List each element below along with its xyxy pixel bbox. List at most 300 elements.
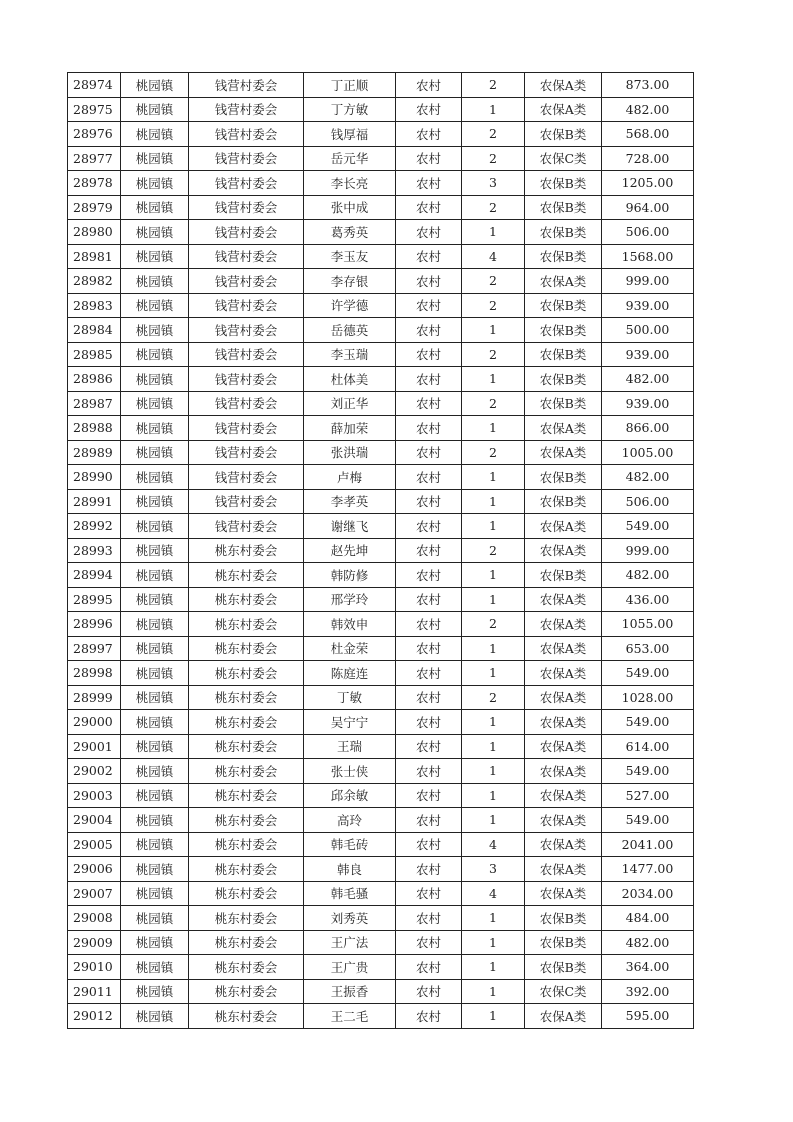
- amount-cell: 2041.00: [602, 832, 694, 857]
- household-type-cell: 农村: [396, 636, 462, 661]
- family-size-cell: 1: [462, 587, 525, 612]
- record-id-cell: 29005: [68, 832, 121, 857]
- table-body: [68, 73, 694, 1029]
- household-type-cell: 农村: [396, 538, 462, 563]
- household-type-cell: 农村: [396, 759, 462, 784]
- insurance-class-cell: 农保A类: [525, 832, 602, 857]
- insurance-class-cell: 农保A类: [525, 612, 602, 637]
- town-cell: 桃园镇: [121, 612, 189, 637]
- insurance-class-cell: 农保B类: [525, 367, 602, 392]
- household-type-cell: 农村: [396, 342, 462, 367]
- table-row: [68, 563, 694, 588]
- household-type-cell: 农村: [396, 783, 462, 808]
- amount-cell: 436.00: [602, 587, 694, 612]
- amount-cell: 964.00: [602, 195, 694, 220]
- household-type-cell: 农村: [396, 685, 462, 710]
- name-cell: 岳元华: [304, 146, 396, 171]
- town-cell: 桃园镇: [121, 220, 189, 245]
- record-id-cell: 29002: [68, 759, 121, 784]
- household-type-cell: 农村: [396, 857, 462, 882]
- family-size-cell: 1: [462, 563, 525, 588]
- insurance-class-cell: 农保A类: [525, 636, 602, 661]
- name-cell: 张洪瑞: [304, 440, 396, 465]
- table-row: [68, 171, 694, 196]
- town-cell: 桃园镇: [121, 97, 189, 122]
- record-id-cell: 29010: [68, 955, 121, 980]
- town-cell: 桃园镇: [121, 636, 189, 661]
- town-cell: 桃园镇: [121, 808, 189, 833]
- town-cell: 桃园镇: [121, 881, 189, 906]
- record-id-cell: 28997: [68, 636, 121, 661]
- village-committee-cell: 钱营村委会: [189, 220, 304, 245]
- village-committee-cell: 桃东村委会: [189, 955, 304, 980]
- amount-cell: 568.00: [602, 122, 694, 147]
- record-id-cell: 28993: [68, 538, 121, 563]
- family-size-cell: 1: [462, 955, 525, 980]
- town-cell: 桃园镇: [121, 440, 189, 465]
- name-cell: 韩毛骚: [304, 881, 396, 906]
- family-size-cell: 1: [462, 808, 525, 833]
- record-id-cell: 29003: [68, 783, 121, 808]
- insurance-class-cell: 农保B类: [525, 955, 602, 980]
- town-cell: 桃园镇: [121, 244, 189, 269]
- table-row: [68, 220, 694, 245]
- town-cell: 桃园镇: [121, 171, 189, 196]
- village-committee-cell: 桃东村委会: [189, 783, 304, 808]
- record-id-cell: 29001: [68, 734, 121, 759]
- village-committee-cell: 桃东村委会: [189, 661, 304, 686]
- town-cell: 桃园镇: [121, 367, 189, 392]
- record-id-cell: 29000: [68, 710, 121, 735]
- family-size-cell: 1: [462, 710, 525, 735]
- name-cell: 杜体美: [304, 367, 396, 392]
- village-committee-cell: 钱营村委会: [189, 244, 304, 269]
- insurance-class-cell: 农保B类: [525, 906, 602, 931]
- town-cell: 桃园镇: [121, 293, 189, 318]
- name-cell: 张士侠: [304, 759, 396, 784]
- household-type-cell: 农村: [396, 906, 462, 931]
- table-row: [68, 465, 694, 490]
- table-row: [68, 685, 694, 710]
- town-cell: 桃园镇: [121, 465, 189, 490]
- town-cell: 桃园镇: [121, 783, 189, 808]
- insurance-class-cell: 农保C类: [525, 146, 602, 171]
- amount-cell: 653.00: [602, 636, 694, 661]
- amount-cell: 392.00: [602, 979, 694, 1004]
- village-committee-cell: 桃东村委会: [189, 930, 304, 955]
- name-cell: 吴宁宁: [304, 710, 396, 735]
- amount-cell: 873.00: [602, 73, 694, 98]
- table-row: [68, 906, 694, 931]
- household-type-cell: 农村: [396, 612, 462, 637]
- table-row: [68, 416, 694, 441]
- name-cell: 杜金荣: [304, 636, 396, 661]
- insurance-class-cell: 农保A类: [525, 808, 602, 833]
- town-cell: 桃园镇: [121, 955, 189, 980]
- town-cell: 桃园镇: [121, 1004, 189, 1029]
- household-type-cell: 农村: [396, 930, 462, 955]
- name-cell: 李玉瑞: [304, 342, 396, 367]
- name-cell: 刘秀英: [304, 906, 396, 931]
- amount-cell: 549.00: [602, 661, 694, 686]
- household-type-cell: 农村: [396, 97, 462, 122]
- village-committee-cell: 桃东村委会: [189, 587, 304, 612]
- village-committee-cell: 钱营村委会: [189, 97, 304, 122]
- record-id-cell: 29007: [68, 881, 121, 906]
- name-cell: 韩防修: [304, 563, 396, 588]
- record-id-cell: 28999: [68, 685, 121, 710]
- household-type-cell: 农村: [396, 269, 462, 294]
- insurance-class-cell: 农保A类: [525, 881, 602, 906]
- record-id-cell: 28991: [68, 489, 121, 514]
- family-size-cell: 2: [462, 122, 525, 147]
- town-cell: 桃园镇: [121, 906, 189, 931]
- household-type-cell: 农村: [396, 195, 462, 220]
- amount-cell: 500.00: [602, 318, 694, 343]
- family-size-cell: 2: [462, 440, 525, 465]
- insurance-class-cell: 农保A类: [525, 759, 602, 784]
- table-row: [68, 881, 694, 906]
- name-cell: 张中成: [304, 195, 396, 220]
- town-cell: 桃园镇: [121, 195, 189, 220]
- table-row: [68, 734, 694, 759]
- record-id-cell: 28992: [68, 514, 121, 539]
- town-cell: 桃园镇: [121, 342, 189, 367]
- record-id-cell: 28974: [68, 73, 121, 98]
- town-cell: 桃园镇: [121, 563, 189, 588]
- household-type-cell: 农村: [396, 146, 462, 171]
- village-committee-cell: 钱营村委会: [189, 440, 304, 465]
- amount-cell: 482.00: [602, 97, 694, 122]
- family-size-cell: 1: [462, 465, 525, 490]
- name-cell: 韩毛砖: [304, 832, 396, 857]
- name-cell: 薛加荣: [304, 416, 396, 441]
- table-row: [68, 538, 694, 563]
- record-id-cell: 29009: [68, 930, 121, 955]
- village-committee-cell: 桃东村委会: [189, 636, 304, 661]
- amount-cell: 999.00: [602, 269, 694, 294]
- insurance-class-cell: 农保A类: [525, 734, 602, 759]
- table-row: [68, 73, 694, 98]
- village-committee-cell: 钱营村委会: [189, 73, 304, 98]
- town-cell: 桃园镇: [121, 759, 189, 784]
- family-size-cell: 1: [462, 979, 525, 1004]
- record-id-cell: 28996: [68, 612, 121, 637]
- town-cell: 桃园镇: [121, 930, 189, 955]
- household-type-cell: 农村: [396, 587, 462, 612]
- household-type-cell: 农村: [396, 955, 462, 980]
- village-committee-cell: 钱营村委会: [189, 514, 304, 539]
- record-id-cell: 28994: [68, 563, 121, 588]
- village-committee-cell: 桃东村委会: [189, 710, 304, 735]
- record-id-cell: 28990: [68, 465, 121, 490]
- insurance-class-cell: 农保B类: [525, 318, 602, 343]
- table-row: [68, 122, 694, 147]
- amount-cell: 549.00: [602, 759, 694, 784]
- insurance-class-cell: 农保B类: [525, 122, 602, 147]
- household-type-cell: 农村: [396, 1004, 462, 1029]
- town-cell: 桃园镇: [121, 146, 189, 171]
- village-committee-cell: 桃东村委会: [189, 808, 304, 833]
- name-cell: 李玉友: [304, 244, 396, 269]
- amount-cell: 1028.00: [602, 685, 694, 710]
- town-cell: 桃园镇: [121, 489, 189, 514]
- village-committee-cell: 钱营村委会: [189, 146, 304, 171]
- record-id-cell: 28976: [68, 122, 121, 147]
- table-row: [68, 269, 694, 294]
- table-row: [68, 710, 694, 735]
- record-id-cell: 28975: [68, 97, 121, 122]
- name-cell: 岳德英: [304, 318, 396, 343]
- family-size-cell: 4: [462, 832, 525, 857]
- record-id-cell: 28981: [68, 244, 121, 269]
- town-cell: 桃园镇: [121, 73, 189, 98]
- table-row: [68, 367, 694, 392]
- household-type-cell: 农村: [396, 440, 462, 465]
- insurance-class-cell: 农保A类: [525, 587, 602, 612]
- table-row: [68, 979, 694, 1004]
- amount-cell: 2034.00: [602, 881, 694, 906]
- insurance-class-cell: 农保B类: [525, 244, 602, 269]
- town-cell: 桃园镇: [121, 122, 189, 147]
- family-size-cell: 3: [462, 857, 525, 882]
- town-cell: 桃园镇: [121, 514, 189, 539]
- name-cell: 丁敏: [304, 685, 396, 710]
- table-row: [68, 1004, 694, 1029]
- table-row: [68, 293, 694, 318]
- amount-cell: 482.00: [602, 465, 694, 490]
- town-cell: 桃园镇: [121, 979, 189, 1004]
- name-cell: 丁方敏: [304, 97, 396, 122]
- household-type-cell: 农村: [396, 391, 462, 416]
- family-size-cell: 1: [462, 661, 525, 686]
- town-cell: 桃园镇: [121, 391, 189, 416]
- village-committee-cell: 桃东村委会: [189, 563, 304, 588]
- amount-cell: 549.00: [602, 514, 694, 539]
- record-id-cell: 28978: [68, 171, 121, 196]
- town-cell: 桃园镇: [121, 269, 189, 294]
- family-size-cell: 2: [462, 538, 525, 563]
- village-committee-cell: 钱营村委会: [189, 416, 304, 441]
- family-size-cell: 1: [462, 759, 525, 784]
- household-type-cell: 农村: [396, 832, 462, 857]
- amount-cell: 999.00: [602, 538, 694, 563]
- household-type-cell: 农村: [396, 293, 462, 318]
- insurance-class-cell: 农保B类: [525, 563, 602, 588]
- family-size-cell: 1: [462, 367, 525, 392]
- record-id-cell: 28984: [68, 318, 121, 343]
- town-cell: 桃园镇: [121, 661, 189, 686]
- insurance-class-cell: 农保A类: [525, 514, 602, 539]
- amount-cell: 866.00: [602, 416, 694, 441]
- insurance-class-cell: 农保C类: [525, 979, 602, 1004]
- village-committee-cell: 桃东村委会: [189, 1004, 304, 1029]
- family-size-cell: 1: [462, 783, 525, 808]
- amount-cell: 506.00: [602, 220, 694, 245]
- village-committee-cell: 钱营村委会: [189, 171, 304, 196]
- name-cell: 许学德: [304, 293, 396, 318]
- name-cell: 王广法: [304, 930, 396, 955]
- village-committee-cell: 钱营村委会: [189, 293, 304, 318]
- record-id-cell: 29011: [68, 979, 121, 1004]
- household-type-cell: 农村: [396, 661, 462, 686]
- amount-cell: 364.00: [602, 955, 694, 980]
- table-row: [68, 489, 694, 514]
- village-committee-cell: 钱营村委会: [189, 269, 304, 294]
- insurance-class-cell: 农保A类: [525, 783, 602, 808]
- insurance-class-cell: 农保B类: [525, 930, 602, 955]
- household-type-cell: 农村: [396, 73, 462, 98]
- name-cell: 谢继飞: [304, 514, 396, 539]
- amount-cell: 939.00: [602, 391, 694, 416]
- town-cell: 桃园镇: [121, 416, 189, 441]
- record-id-cell: 28998: [68, 661, 121, 686]
- family-size-cell: 2: [462, 685, 525, 710]
- record-id-cell: 28980: [68, 220, 121, 245]
- amount-cell: 549.00: [602, 710, 694, 735]
- household-type-cell: 农村: [396, 220, 462, 245]
- family-size-cell: 2: [462, 195, 525, 220]
- amount-cell: 506.00: [602, 489, 694, 514]
- record-id-cell: 29004: [68, 808, 121, 833]
- table-row: [68, 612, 694, 637]
- insurance-class-cell: 农保A类: [525, 538, 602, 563]
- amount-cell: 549.00: [602, 808, 694, 833]
- table-row: [68, 391, 694, 416]
- family-size-cell: 4: [462, 244, 525, 269]
- amount-cell: 614.00: [602, 734, 694, 759]
- table-row: [68, 808, 694, 833]
- name-cell: 王广贵: [304, 955, 396, 980]
- village-committee-cell: 钱营村委会: [189, 391, 304, 416]
- household-type-cell: 农村: [396, 171, 462, 196]
- family-size-cell: 1: [462, 734, 525, 759]
- household-type-cell: 农村: [396, 710, 462, 735]
- insurance-class-cell: 农保A类: [525, 440, 602, 465]
- record-id-cell: 28979: [68, 195, 121, 220]
- insurance-class-cell: 农保B类: [525, 489, 602, 514]
- table-row: [68, 587, 694, 612]
- table-row: [68, 97, 694, 122]
- name-cell: 王二毛: [304, 1004, 396, 1029]
- insurance-class-cell: 农保A类: [525, 416, 602, 441]
- record-id-cell: 28983: [68, 293, 121, 318]
- table-row: [68, 636, 694, 661]
- amount-cell: 595.00: [602, 1004, 694, 1029]
- insurance-class-cell: 农保A类: [525, 661, 602, 686]
- record-id-cell: 28982: [68, 269, 121, 294]
- amount-cell: 1568.00: [602, 244, 694, 269]
- amount-cell: 484.00: [602, 906, 694, 931]
- family-size-cell: 2: [462, 269, 525, 294]
- family-size-cell: 1: [462, 489, 525, 514]
- name-cell: 钱厚福: [304, 122, 396, 147]
- household-type-cell: 农村: [396, 881, 462, 906]
- table-row: [68, 244, 694, 269]
- name-cell: 赵先坤: [304, 538, 396, 563]
- village-committee-cell: 桃东村委会: [189, 832, 304, 857]
- record-id-cell: 28989: [68, 440, 121, 465]
- town-cell: 桃园镇: [121, 857, 189, 882]
- village-committee-cell: 钱营村委会: [189, 342, 304, 367]
- family-size-cell: 3: [462, 171, 525, 196]
- record-id-cell: 28985: [68, 342, 121, 367]
- table-row: [68, 146, 694, 171]
- household-type-cell: 农村: [396, 979, 462, 1004]
- table-row: [68, 195, 694, 220]
- amount-cell: 1205.00: [602, 171, 694, 196]
- town-cell: 桃园镇: [121, 538, 189, 563]
- family-size-cell: 2: [462, 391, 525, 416]
- record-id-cell: 28987: [68, 391, 121, 416]
- name-cell: 李孝英: [304, 489, 396, 514]
- amount-cell: 482.00: [602, 563, 694, 588]
- insurance-class-cell: 农保B类: [525, 391, 602, 416]
- name-cell: 邢学玲: [304, 587, 396, 612]
- name-cell: 高玲: [304, 808, 396, 833]
- village-committee-cell: 钱营村委会: [189, 465, 304, 490]
- household-type-cell: 农村: [396, 318, 462, 343]
- town-cell: 桃园镇: [121, 587, 189, 612]
- table-row: [68, 783, 694, 808]
- family-size-cell: 2: [462, 612, 525, 637]
- table-row: [68, 759, 694, 784]
- household-type-cell: 农村: [396, 808, 462, 833]
- town-cell: 桃园镇: [121, 685, 189, 710]
- record-id-cell: 28988: [68, 416, 121, 441]
- village-committee-cell: 钱营村委会: [189, 195, 304, 220]
- village-committee-cell: 桃东村委会: [189, 612, 304, 637]
- record-id-cell: 28986: [68, 367, 121, 392]
- family-size-cell: 2: [462, 146, 525, 171]
- village-committee-cell: 桃东村委会: [189, 857, 304, 882]
- insurance-class-cell: 农保A类: [525, 269, 602, 294]
- family-size-cell: 1: [462, 416, 525, 441]
- village-committee-cell: 桃东村委会: [189, 759, 304, 784]
- household-type-cell: 农村: [396, 367, 462, 392]
- table-row: [68, 318, 694, 343]
- table-row: [68, 661, 694, 686]
- village-committee-cell: 桃东村委会: [189, 906, 304, 931]
- table-row: [68, 930, 694, 955]
- family-size-cell: 1: [462, 220, 525, 245]
- insurance-class-cell: 农保A类: [525, 1004, 602, 1029]
- household-type-cell: 农村: [396, 465, 462, 490]
- village-committee-cell: 桃东村委会: [189, 734, 304, 759]
- family-size-cell: 2: [462, 342, 525, 367]
- insurance-class-cell: 农保B类: [525, 171, 602, 196]
- insurance-class-cell: 农保A类: [525, 857, 602, 882]
- family-size-cell: 1: [462, 97, 525, 122]
- name-cell: 陈庭连: [304, 661, 396, 686]
- insurance-class-cell: 农保B类: [525, 293, 602, 318]
- table-row: [68, 832, 694, 857]
- name-cell: 葛秀英: [304, 220, 396, 245]
- village-committee-cell: 桃东村委会: [189, 979, 304, 1004]
- household-type-cell: 农村: [396, 563, 462, 588]
- amount-cell: 482.00: [602, 367, 694, 392]
- name-cell: 王瑞: [304, 734, 396, 759]
- amount-cell: 1055.00: [602, 612, 694, 637]
- name-cell: 韩效申: [304, 612, 396, 637]
- insurance-class-cell: 农保A类: [525, 710, 602, 735]
- name-cell: 李存银: [304, 269, 396, 294]
- record-id-cell: 28977: [68, 146, 121, 171]
- name-cell: 邱余敏: [304, 783, 396, 808]
- town-cell: 桃园镇: [121, 832, 189, 857]
- name-cell: 李长亮: [304, 171, 396, 196]
- records-table: [67, 72, 694, 1029]
